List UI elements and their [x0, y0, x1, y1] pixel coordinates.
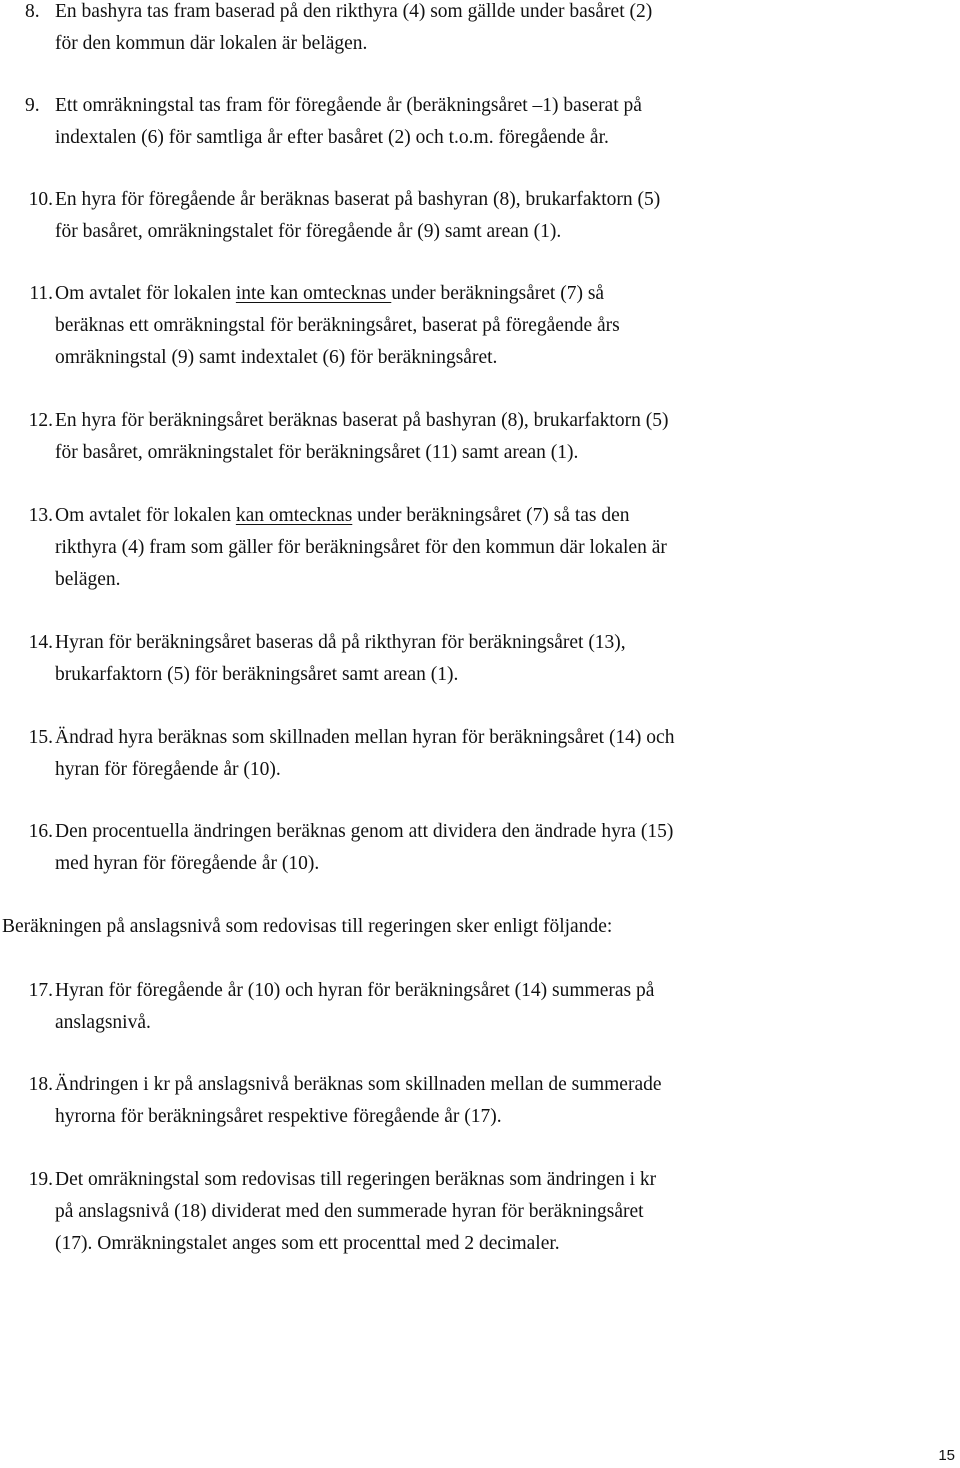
item-number: 11.	[29, 283, 53, 304]
item-line: rikthyra (4) fram som gäller för beräkningsåret för den kommun där lokalen är	[55, 537, 667, 558]
underlined-text: inte kan omtecknas	[235, 283, 392, 304]
page-number: 15	[938, 1447, 955, 1464]
item-line: hyrorna för beräkningsåret respektive föregående år (17).	[55, 1106, 502, 1127]
item-line: Det omräkningstal som redovisas till regeringen beräknas som ändringen i kr	[55, 1169, 657, 1190]
item-number: 17.	[28, 980, 53, 1001]
item-line: för basåret, omräkningstalet för föregående år (9) samt arean (1).	[55, 221, 562, 242]
list-item-11	[0, 278, 795, 374]
item-line: Den procentuella ändringen beräknas genom att dividera den ändrade hyra (15)	[55, 821, 674, 842]
item-line: belägen.	[55, 569, 121, 590]
item-line: En bashyra tas fram baserad på den rikthyra (4) som gällde under basåret (2)	[55, 1, 653, 22]
list-item-10	[0, 184, 795, 248]
item-line: En hyra för beräkningsåret beräknas baserat på bashyran (8), brukarfaktorn (5)	[55, 410, 669, 431]
item-line: indextalen (6) för samtliga år efter basåret (2) och t.o.m. föregående år.	[55, 127, 609, 148]
item-text: Om avtalet för lokalen	[55, 283, 236, 304]
item-line: för den kommun där lokalen är belägen.	[55, 33, 368, 54]
item-line: Ändrad hyra beräknas som skillnaden mellan hyran för beräkningsåret (14) och	[55, 727, 675, 748]
item-line: beräknas ett omräkningstal för beräkningsåret, baserat på föregående års	[55, 315, 620, 336]
item-number: 15.	[28, 727, 53, 748]
item-number: 16.	[28, 821, 53, 842]
list-item-16	[0, 816, 795, 880]
item-line: omräkningstal (9) samt indextalet (6) för beräkningsåret.	[55, 347, 498, 368]
item-line: Hyran för föregående år (10) och hyran för beräkningsåret (14) summeras på	[55, 980, 655, 1001]
item-text: under beräkningsåret (7) så tas den	[352, 505, 630, 526]
item-line: Ett omräkningstal tas fram för föregående år (beräkningsåret –1) baserat på	[55, 95, 642, 116]
item-line	[55, 278, 795, 310]
item-number: 8.	[25, 1, 40, 22]
item-line: för basåret, omräkningstalet för beräkningsåret (11) samt arean (1).	[55, 442, 579, 463]
list-item-19	[0, 1164, 795, 1260]
underlined-text: kan omtecknas	[235, 505, 353, 526]
item-line: En hyra för föregående år beräknas baserat på bashyran (8), brukarfaktorn (5)	[55, 189, 661, 210]
item-line: med hyran för föregående år (10).	[55, 853, 320, 874]
list-item-17	[0, 975, 795, 1039]
item-number: 19.	[28, 1169, 53, 1190]
list-item-9	[0, 90, 795, 154]
item-number: 12.	[28, 410, 53, 431]
list-item-12	[0, 405, 795, 469]
item-line: på anslagsnivå (18) dividerat med den summerade hyran för beräkningsåret	[55, 1201, 644, 1222]
list-item-18	[0, 1069, 795, 1133]
item-line: brukarfaktorn (5) för beräkningsåret samt arean (1).	[55, 664, 459, 685]
item-line: anslagsnivå.	[55, 1012, 151, 1033]
item-text: Om avtalet för lokalen	[55, 505, 236, 526]
item-number: 9.	[25, 95, 40, 116]
item-line: Ändringen i kr på anslagsnivå beräknas som skillnaden mellan de summerade	[55, 1074, 662, 1095]
item-line: hyran för föregående år (10).	[55, 759, 281, 780]
list-item-8	[0, 0, 795, 60]
item-number: 14.	[28, 632, 53, 653]
item-text: under beräkningsåret (7) så	[391, 283, 605, 304]
list-item-14	[0, 627, 795, 691]
item-number: 18.	[28, 1074, 53, 1095]
item-line: Hyran för beräkningsåret baseras då på rikthyran för beräkningsåret (13),	[55, 632, 626, 653]
list-item-15	[0, 722, 795, 786]
item-number: 13.	[28, 505, 53, 526]
item-line: (17). Omräkningstalet anges som ett procenttal med 2 decimaler.	[55, 1233, 560, 1254]
item-number: 10.	[28, 189, 53, 210]
list-item-13	[0, 500, 795, 596]
body-paragraph: Beräkningen på anslagsnivå som redovisas till regeringen sker enligt följande:	[2, 916, 613, 937]
item-line	[55, 500, 795, 532]
